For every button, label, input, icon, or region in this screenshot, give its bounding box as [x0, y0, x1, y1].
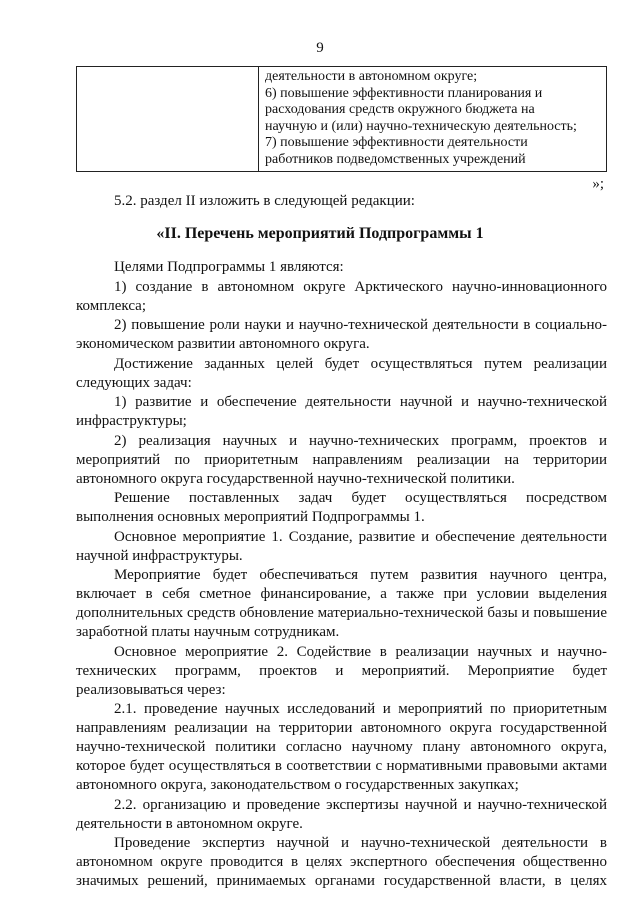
closing-quote: »; [592, 176, 604, 192]
continuation-table [76, 66, 607, 172]
table-cell-goals [259, 67, 607, 172]
paragraph: Проведение экспертиз научной и научно-технической деятельности в автономном округе проводится в целях экспертного обеспечения общественно значимых решений, принимаемых органами государственной власти, в целях [76, 835, 607, 889]
paragraph: 1) создание в автономном округе Арктического научно-инновационного комплекса; [76, 278, 607, 314]
table-line: работников подведомственных учреждений [265, 151, 526, 167]
table-line: расходования средств окружного бюджета на [265, 102, 535, 117]
paragraph: Мероприятие будет обеспечиваться путем развития научного центра, включает в себя сметное финансирование, а также при условии выделения дополнительных средств обновление материально-технической базы и повышение заработной платы научным сотрудникам. [76, 567, 607, 640]
table-line: 7) повышение эффективности деятельности [265, 135, 528, 150]
paragraph: Основное мероприятие 1. Создание, развитие и обеспечение деятельности научной инфраструктуры. [76, 528, 607, 564]
page-number: 9 [316, 40, 324, 56]
paragraph: Основное мероприятие 2. Содействие в реализации научных и научно-технических программ, проектов и мероприятий. Мероприятие будет реализовываться через: [76, 643, 607, 698]
document-body [76, 258, 607, 892]
table-line: деятельности в автономном округе; [265, 69, 478, 84]
paragraph: 2.2. организацию и проведение экспертизы научной и научно-технической деятельности в автономном округе. [76, 796, 607, 832]
table-row [77, 67, 607, 172]
section-title: «II. Перечень мероприятий Подпрограммы 1 [156, 225, 484, 242]
paragraph: 2) повышение роли науки и научно-технической деятельности в социально-экономическом развитии автономного округа. [76, 317, 607, 352]
amendment-line: 5.2. раздел II изложить в следующей редакции: [114, 193, 415, 209]
table-line: научную и (или) научно-техническую деятельность; [265, 118, 577, 134]
paragraph: 2.1. проведение научных исследований и мероприятий по приоритетным направлениям реализации на территории автономного округа государственной научно-технической политики согласно научному плану автономного округа, которое будет осуществляться в соответствии с нормативными правовыми актами автономного округа, законодательством о государственных закупках; [76, 701, 607, 793]
table-line: 6) повышение эффективности планирования и [265, 85, 543, 101]
paragraph: Решение поставленных задач будет осуществляться посредством выполнения основных мероприятий Подпрограммы 1. [76, 490, 607, 525]
paragraph: 1) развитие и обеспечение деятельности научной и научно-технической инфраструктуры; [76, 394, 607, 429]
paragraph: Достижение заданных целей будет осуществляться путем реализации следующих задач: [76, 355, 607, 391]
table-cell-empty [77, 67, 259, 172]
paragraph: 2) реализация научных и научно-технических программ, проектов и мероприятий по приоритетным направлениям реализации на территории автономного округа государственной научно-технической политики. [76, 432, 607, 487]
paragraph: Целями Подпрограммы 1 являются: [114, 259, 344, 275]
